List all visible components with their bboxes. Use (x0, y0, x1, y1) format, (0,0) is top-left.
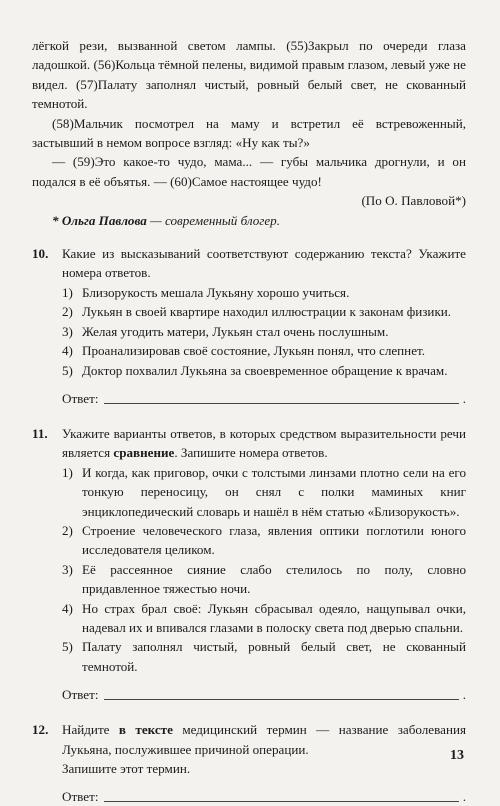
task-question (62, 720, 466, 759)
task-number: 12. (32, 722, 49, 738)
passage-paragraph-2: (58)Мальчик посмотрел на маму и встретил её встревоженный, застывший в немом вопросе взгляд: «Ну как ты?» (32, 115, 466, 151)
author-footnote (52, 211, 466, 230)
option-text: Палату заполнял чистый, ровный белый свет, не скованный темнотой. (82, 639, 466, 674)
task-12 (32, 720, 466, 806)
author-footnote-desc: — современный блогер. (146, 212, 280, 228)
task-question-part: Найдите (62, 722, 119, 738)
option-item (62, 463, 466, 521)
option-item (62, 341, 466, 360)
page-number: 13 (450, 748, 464, 763)
page-content (32, 36, 466, 806)
option-item (62, 302, 466, 321)
option-number: 1) (62, 464, 73, 480)
answer-field[interactable] (104, 699, 458, 700)
option-text: Строение человеческого глаза, явления оптики поглотили юного исследователя целиком. (82, 522, 466, 558)
option-number: 5) (62, 362, 73, 378)
option-number: 2) (62, 522, 73, 538)
option-number: 2) (62, 304, 73, 320)
task-question-emphasis: сравнение (113, 445, 175, 461)
option-item (62, 599, 466, 638)
task-question-emphasis: в тексте (118, 722, 173, 738)
task-question (62, 424, 466, 463)
option-item (62, 283, 466, 302)
passage-source: (По О. Павловой*) (361, 193, 466, 209)
option-text: Лукьян в своей квартире находил иллюстрации к законам физики. (82, 304, 452, 320)
option-item (62, 560, 466, 599)
answer-row (62, 388, 466, 408)
option-item (62, 322, 466, 341)
task-options (62, 283, 466, 380)
option-number: 3) (62, 561, 73, 577)
task-number: 11. (32, 425, 48, 441)
option-number: 3) (62, 323, 73, 339)
task-instruction: Запишите этот термин. (62, 761, 191, 776)
option-text: Но страх брал своё: Лукьян сбрасывал одеяло, нащупывал очки, надевал их и впивался глазами в полоску света под дверью спальни. (82, 600, 466, 635)
answer-label: Ответ: (62, 789, 99, 804)
answer-row (62, 786, 466, 806)
task-number: 10. (32, 246, 49, 262)
option-item (62, 521, 466, 560)
task-10 (32, 244, 466, 408)
task-11 (32, 424, 466, 704)
option-number: 4) (62, 600, 73, 616)
author-footnote-name: * Ольга Павлова (52, 212, 147, 228)
task-options (62, 463, 466, 676)
answer-end: . (462, 789, 466, 804)
option-text: И когда, как приговор, очки с толстыми линзами плотно сели на его тонкую переносицу, он снял с полки маминых книг энциклопедический словарь и нашёл в нём статью «Близорукость». (82, 464, 466, 519)
option-text: Желая угодить матери, Лукьян стал очень послушным. (82, 323, 389, 339)
task-question-part: Укажите варианты ответов, в которых средством выразительности речи является (62, 425, 466, 461)
answer-end: . (462, 390, 466, 406)
answer-row (62, 684, 466, 704)
option-text: Доктор похвалил Лукьяна за своевременное обращение к врачам. (82, 362, 448, 378)
answer-field[interactable] (104, 801, 458, 802)
passage-paragraph-3: — (59)Это какое-то чудо, мама... — губы мальчика дрогнули, и он подался в её объятья. — (60)Самое настоящее чудо! (32, 154, 466, 189)
option-item (62, 361, 466, 380)
answer-field[interactable] (104, 403, 458, 404)
answer-label: Ответ: (62, 686, 99, 702)
task-question-part: . Запишите номера ответов. (174, 445, 328, 461)
option-number: 5) (62, 639, 73, 655)
passage-paragraph-1: лёгкой рези, вызванной светом лампы. (55)Закрыл по очереди глаза ладошкой. (56)Кольца тёмной пелены, видимой правым глазом, левый уже не видел. (57)Палату заполнял чистый, ровный белый свет, не скованный темнотой. (32, 38, 466, 112)
answer-label: Ответ: (62, 390, 99, 406)
option-text: Её рассеянное сияние слабо стелилось по полу, словно придавленное тяжестью ночи. (82, 561, 466, 597)
option-item (62, 637, 466, 676)
answer-end: . (462, 686, 466, 702)
task-question-part: медицинский термин — название заболевания Лукьяна, послужившее причиной операции. (62, 722, 466, 757)
option-number: 4) (62, 343, 73, 359)
task-question: Какие из высказываний соответствуют содержанию текста? Укажите номера ответов. (62, 246, 466, 281)
option-text: Проанализировав своё состояние, Лукьян понял, что слепнет. (82, 343, 426, 359)
option-number: 1) (62, 284, 73, 300)
option-text: Близорукость мешала Лукьяну хорошо учиться. (82, 284, 350, 300)
